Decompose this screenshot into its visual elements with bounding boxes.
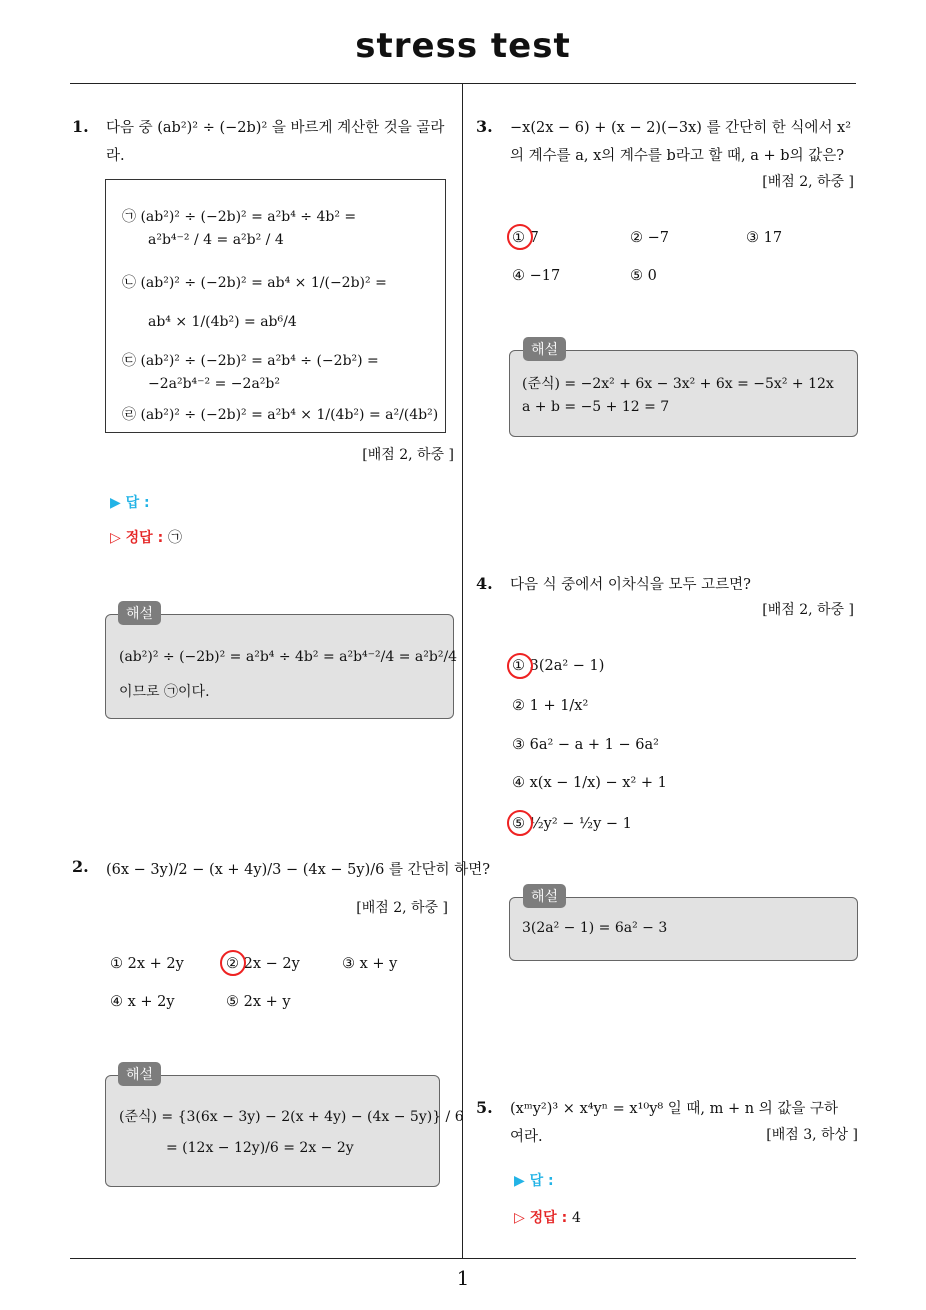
- q2-solution-tag: 해설: [118, 1062, 161, 1086]
- q1-choice-d: ㉣ (ab²)² ÷ (−2b)² = a²b⁴ × 1/(4b²) = a²/(4b²): [122, 407, 439, 423]
- q1-choices-box: [105, 179, 446, 433]
- q4-text: 다음 식 중에서 이차식을 모두 고르면?: [510, 577, 751, 593]
- q1-choice-b-cont: ab⁴ × 1/(4b²) = ab⁶/4: [148, 314, 297, 330]
- q5-text-line1: (xᵐy²)³ × x⁴yⁿ = x¹⁰y⁸ 일 때, m + n 의 값을 구하: [510, 1101, 838, 1117]
- q1-choice-c: ㉢ (ab²)² ÷ (−2b)² = a²b⁴ ÷ (−2b²) =: [122, 353, 379, 369]
- q2-solution-box: [105, 1075, 464, 1187]
- q1-text-line2: 라.: [106, 148, 125, 164]
- header-rule: [70, 83, 856, 84]
- footer-rule: [70, 1258, 856, 1259]
- q1-answer-label: ▶ 답 :: [110, 495, 150, 511]
- q2-option-3[interactable]: ③ x + y: [342, 956, 398, 972]
- q5-number: 5.: [476, 1098, 493, 1117]
- q2-option-5[interactable]: ⑤ 2x + y: [226, 994, 291, 1010]
- q4-selected-mark-5: [507, 810, 533, 836]
- q3-text-line2: 의 계수를 a, x의 계수를 b라고 할 때, a + b의 값은?: [510, 148, 844, 164]
- q3-solution-box: [509, 350, 858, 437]
- q5-correct-answer: [514, 1207, 581, 1227]
- q2-text: (6x − 3y)/2 − (x + 4y)/3 − (4x − 5y)/6 를 간단히 하면?: [106, 862, 490, 878]
- q1-choice-b: ㉡ (ab²)² ÷ (−2b)² = ab⁴ × 1/(−2b)² =: [122, 275, 387, 291]
- q1-choice-c-cont: −2a²b⁴⁻² = −2a²b²: [148, 376, 280, 392]
- q2-option-2[interactable]: ② 2x − 2y: [226, 956, 300, 972]
- q4-solution-line1: 3(2a² − 1) = 6a² − 3: [522, 920, 668, 936]
- q3-score: [배점 2, 하중 ]: [762, 174, 854, 190]
- q5-text-line2: 여라.: [510, 1129, 543, 1145]
- q1-text-line1: 다음 중 (ab²)² ÷ (−2b)² 을 바르게 계산한 것을 골라: [106, 120, 445, 136]
- q2-solution-line2: = (12x − 12y)/6 = 2x − 2y: [166, 1140, 354, 1156]
- q5-score: [배점 3, 하상 ]: [766, 1127, 858, 1143]
- q2-score: [배점 2, 하중 ]: [356, 900, 448, 916]
- q1-choice-a-cont: a²b⁴⁻² / 4 = a²b² / 4: [148, 232, 284, 248]
- q4-option-4[interactable]: ④ x(x − 1/x) − x² + 1: [512, 775, 667, 791]
- q5-answer-label: ▶ 답 :: [514, 1173, 554, 1189]
- q4-option-5[interactable]: ⑤ ½y² − ½y − 1: [512, 816, 632, 832]
- q2-solution-line1: (준식) = {3(6x − 3y) − 2(x + 4y) − (4x − 5y)} / 6: [119, 1109, 464, 1125]
- q3-selected-mark: [507, 224, 533, 250]
- q4-option-1[interactable]: ① 3(2a² − 1): [512, 658, 605, 674]
- q5-correct-label: ▷ 정답 :: [514, 1210, 568, 1226]
- q3-solution-line2: a + b = −5 + 12 = 7: [522, 399, 670, 415]
- column-divider: [462, 83, 463, 1258]
- q3-option-1[interactable]: ① 7: [512, 230, 539, 246]
- q1-choice-a: ㉠ (ab²)² ÷ (−2b)² = a²b⁴ ÷ 4b² =: [122, 209, 357, 225]
- q2-selected-mark: [220, 950, 246, 976]
- q4-selected-mark-1: [507, 653, 533, 679]
- page-title: stress test: [355, 26, 571, 66]
- q1-solution-box: [105, 614, 458, 719]
- q4-option-2[interactable]: ② 1 + 1/x²: [512, 698, 589, 714]
- q2-option-1[interactable]: ① 2x + 2y: [110, 956, 184, 972]
- q4-option-3[interactable]: ③ 6a² − a + 1 − 6a²: [512, 737, 659, 753]
- q1-score: [배점 2, 하중 ]: [362, 447, 454, 463]
- page-number: 1: [456, 1266, 470, 1290]
- q1-correct-answer: [110, 527, 182, 547]
- q1-number: 1.: [72, 117, 89, 136]
- q4-score: [배점 2, 하중 ]: [762, 602, 854, 618]
- q3-solution-line1: (준식) = −2x² + 6x − 3x² + 6x = −5x² + 12x: [522, 376, 834, 392]
- q3-option-2[interactable]: ② −7: [630, 230, 669, 246]
- q3-option-4[interactable]: ④ −17: [512, 268, 561, 284]
- q2-number: 2.: [72, 857, 89, 876]
- q3-text-line1: −x(2x − 6) + (x − 2)(−3x) 를 간단히 한 식에서 x²: [510, 120, 852, 136]
- q1-correct-value: ㉠: [168, 530, 183, 546]
- q3-option-5[interactable]: ⑤ 0: [630, 268, 657, 284]
- q1-solution-line2: 이므로 ㉠이다.: [119, 684, 210, 700]
- q3-solution-tag: 해설: [523, 337, 566, 361]
- q5-correct-value: 4: [572, 1210, 581, 1226]
- q4-solution-tag: 해설: [523, 884, 566, 908]
- q3-option-3[interactable]: ③ 17: [746, 230, 783, 246]
- q1-correct-label: ▷ 정답 :: [110, 530, 164, 546]
- q3-number: 3.: [476, 117, 493, 136]
- q2-option-4[interactable]: ④ x + 2y: [110, 994, 175, 1010]
- q1-solution-tag: 해설: [118, 601, 161, 625]
- q4-number: 4.: [476, 574, 493, 593]
- q1-solution-line1: (ab²)² ÷ (−2b)² = a²b⁴ ÷ 4b² = a²b⁴⁻²/4 = a²b²/4: [119, 649, 458, 665]
